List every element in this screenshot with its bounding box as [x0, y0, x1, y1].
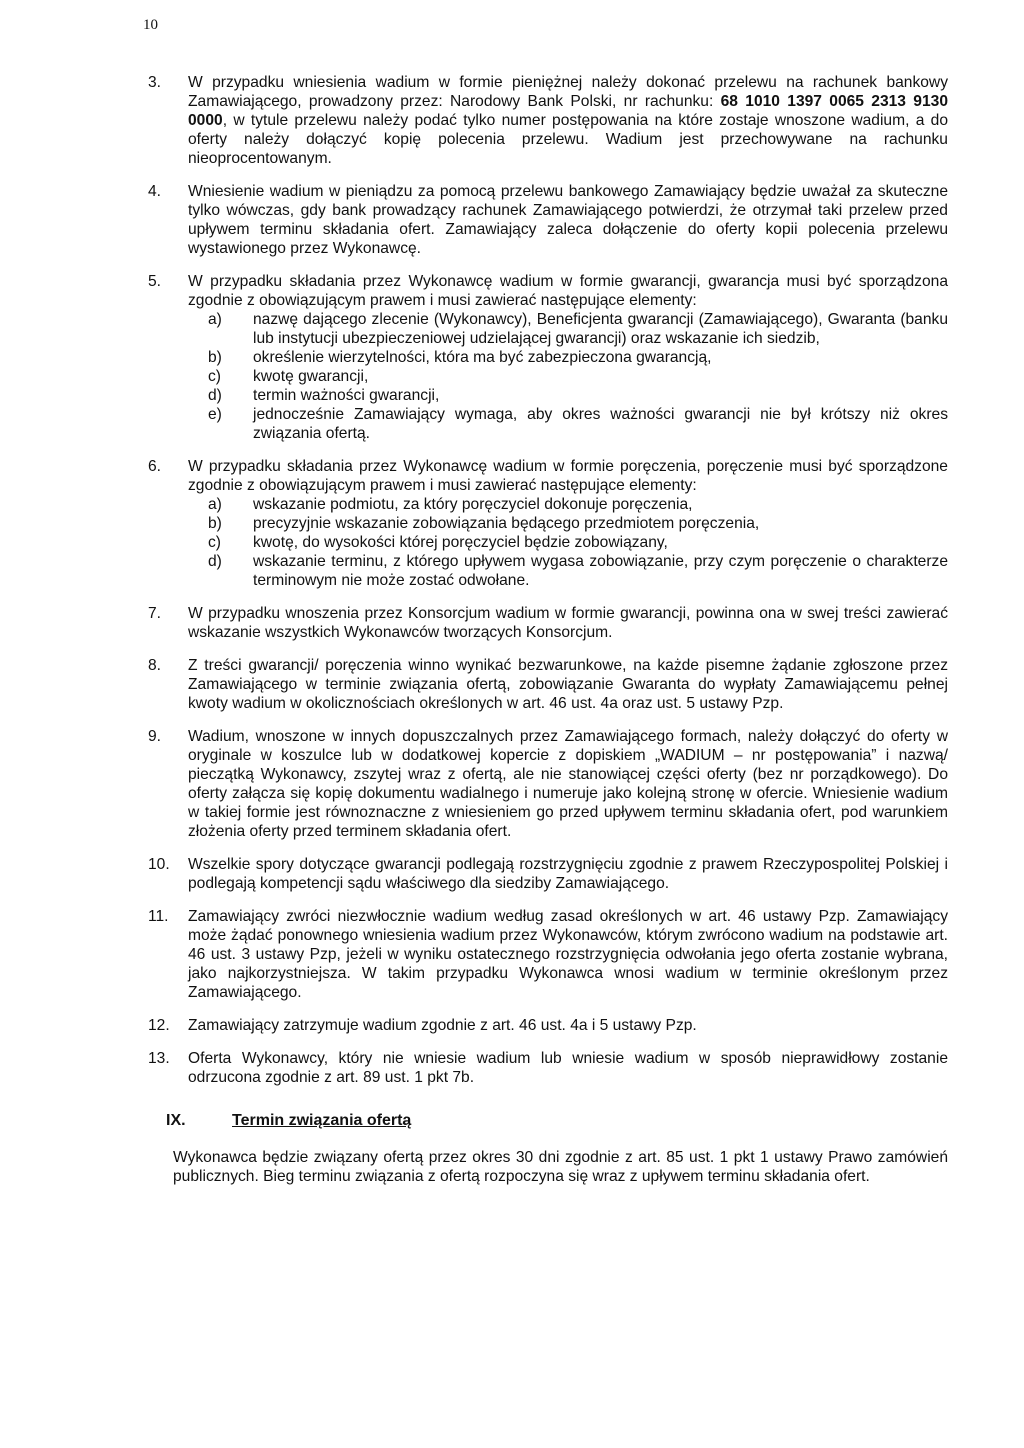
list-item-number: 10.: [148, 856, 170, 873]
list-item-number: 5.: [148, 273, 162, 290]
list-item: [148, 73, 948, 168]
list-item-number: 6.: [148, 458, 162, 475]
text-run: Zamawiający zwróci niezwłocznie wadium według zasad określonych w art. 46 ustawy Pzp. Zamawiający może żądać ponownego wniesienia wadium przez Wykonawców, którym zwrócono wadium na podstawie art. 46 ust. 3 ustawy Pzp, jeżeli w wyniku ostatecznego rozstrzygnięcia odwołania jego oferta zostanie wybrana, jako najkorzystniejsza. W takim przypadku Wykonawca wnosi wadium w terminie określonym przez Zamawiającego.: [188, 908, 948, 1001]
list-item-number: 7.: [148, 605, 162, 622]
list-item-text: [188, 457, 948, 495]
section-heading: [166, 1111, 948, 1130]
sub-list-item: [208, 495, 948, 514]
list-item: [148, 604, 948, 642]
list-item-text: [188, 727, 948, 841]
sub-list-item: [208, 310, 948, 348]
list-item: [148, 272, 948, 443]
sub-list-text: wskazanie terminu, z którego upływem wygasa zobowiązanie, przy czym poręczenie o charakterze terminowym nie może zostać odwołane.: [253, 553, 948, 589]
page-number: 10: [143, 17, 158, 33]
text-run: W przypadku wniesienia wadium w formie pieniężnej należy dokonać przelewu na rachunek bankowy Zamawiającego, prowadzony przez: Narodowy Bank Polski, nr rachunku:: [188, 74, 948, 110]
sub-list-letter: a): [208, 311, 222, 328]
document-content: [148, 73, 948, 1186]
text-run: Wniesienie wadium w pieniądzu za pomocą przelewu bankowego Zamawiający będzie uważał za skuteczne tylko wówczas, gdy bank prowadzący rachunek Zamawiającego potwierdzi, że otrzymał taki przelew przed upływem terminu składania ofert. Zamawiający zaleca dołączenie do oferty kopii polecenia przelewu wystawionego przez Wykonawcę.: [188, 183, 948, 257]
sub-list-item: [208, 367, 948, 386]
list-item-number: 4.: [148, 183, 162, 200]
account-number: 68 1010 1397 0065 2313 9130 0000: [188, 93, 948, 129]
sub-list-text: kwotę, do wysokości której poręczyciel będzie zobowiązany,: [253, 534, 668, 551]
sub-list-text: termin ważności gwarancji,: [253, 387, 440, 404]
text-run: Oferta Wykonawcy, który nie wniesie wadium lub wniesie wadium w sposób nieprawidłowy zostanie odrzucona zgodnie z art. 89 ust. 1 pkt 7b.: [188, 1050, 948, 1086]
list-item-text: [188, 272, 948, 310]
list-item: [148, 855, 948, 893]
list-item-body: [188, 656, 948, 713]
sub-list-letter: b): [208, 349, 222, 366]
sub-list-item: [208, 514, 948, 533]
list-item-text: [188, 907, 948, 1002]
text-run: W przypadku składania przez Wykonawcę wadium w formie gwarancji, gwarancja musi być sporządzona zgodnie z obowiązującym prawem i musi zawierać następujące elementy:: [188, 273, 948, 309]
sub-list-letter: b): [208, 515, 222, 532]
text-run: Zamawiający zatrzymuje wadium zgodnie z art. 46 ust. 4a i 5 ustawy Pzp.: [188, 1017, 697, 1034]
numbered-list: [148, 73, 948, 1087]
list-item-number: 9.: [148, 728, 162, 745]
list-item-body: [188, 907, 948, 1002]
list-item-text: [188, 73, 948, 168]
list-item: [148, 907, 948, 1002]
list-item-body: [188, 73, 948, 168]
section-number: IX.: [166, 1112, 186, 1129]
sub-list-letter: d): [208, 553, 222, 570]
sub-list-text: jednocześnie Zamawiający wymaga, aby okres ważności gwarancji nie był krótszy niż okres związania ofertą.: [253, 406, 948, 442]
list-item-body: [188, 272, 948, 443]
list-item: [148, 1049, 948, 1087]
sub-list-letter: e): [208, 406, 222, 423]
sub-list-item: [208, 348, 948, 367]
list-item-body: [188, 182, 948, 258]
text-run: W przypadku składania przez Wykonawcę wadium w formie poręczenia, poręczenie musi być sporządzone zgodnie z obowiązującym prawem i musi zawierać następujące elementy:: [188, 458, 948, 494]
list-item-number: 11.: [148, 908, 169, 925]
section-title: Termin związania ofertą: [232, 1112, 412, 1129]
sub-list-text: określenie wierzytelności, która ma być zabezpieczona gwarancją,: [253, 349, 712, 366]
list-item: [148, 1016, 948, 1035]
list-item-number: 8.: [148, 657, 162, 674]
list-item-body: [188, 1049, 948, 1087]
text-run: Wszelkie spory dotyczące gwarancji podlegają rozstrzygnięciu zgodnie z prawem Rzeczypospolitej Polskiej i podlegają kompetencji sądu właściwego dla siedziby Zamawiającego.: [188, 856, 948, 892]
list-item-text: [188, 656, 948, 713]
text-run: Wadium, wnoszone w innych dopuszczalnych przez Zamawiającego formach, należy dołączyć do oferty w oryginale w koszulce lub w dodatkowej kopercie z dopiskiem „WADIUM – nr postępowania” i nazwą/ pieczątką Wykonawcy, zszytej wraz z ofertą, ale nie stanowiącej części oferty (bez nr porządkowego). Do oferty załącza się kopię dokumentu wadialnego i numeruje jako kolejną stronę w ofercie. Wniesienie wadium w takiej formie jest równoznaczne z wniesieniem go przed upływem terminu składania ofert, pod warunkiem złożenia oferty przed terminem składania ofert.: [188, 728, 948, 840]
sub-list-item: [208, 552, 948, 590]
list-item-text: [188, 604, 948, 642]
list-item: [148, 457, 948, 590]
list-item: [148, 182, 948, 258]
list-item-body: [188, 855, 948, 893]
list-item-text: [188, 1016, 948, 1035]
list-item-number: 12.: [148, 1017, 170, 1034]
sub-list-text: precyzyjnie wskazanie zobowiązania będącego przedmiotem poręczenia,: [253, 515, 760, 532]
sub-list-letter: d): [208, 387, 222, 404]
sub-list-letter: c): [208, 534, 221, 551]
sub-list-text: kwotę gwarancji,: [253, 368, 369, 385]
list-item-body: [188, 457, 948, 590]
list-item-text: [188, 855, 948, 893]
sub-list-item: [208, 533, 948, 552]
text-run: , w tytule przelewu należy podać tylko numer postępowania na które zostaje wnoszone wadium, a do oferty należy dołączyć kopię polecenia przelewu. Wadium jest przechowywane na rachunku nieoprocentowanym.: [188, 112, 948, 167]
text-run: W przypadku wnoszenia przez Konsorcjum wadium w formie gwarancji, powinna ona w swej treści zawierać wskazanie wszystkich Wykonawców tworzących Konsorcjum.: [188, 605, 948, 641]
list-item: [148, 727, 948, 841]
list-item: [148, 656, 948, 713]
list-item-body: [188, 727, 948, 841]
list-item-number: 13.: [148, 1050, 170, 1067]
sub-list-item: [208, 386, 948, 405]
list-item-body: [188, 1016, 948, 1035]
sub-list-text: wskazanie podmiotu, za który poręczyciel dokonuje poręczenia,: [253, 496, 693, 513]
sub-list-text: nazwę dającego zlecenie (Wykonawcy), Beneficjenta gwarancji (Zamawiającego), Gwaranta (banku lub instytucji ubezpieczeniowej udzielającej gwarancji) oraz wskazanie ich siedzib,: [253, 311, 948, 347]
sub-list-letter: a): [208, 496, 222, 513]
text-run: Z treści gwarancji/ poręczenia winno wynikać bezwarunkowe, na każde pisemne żądanie zgłoszone przez Zamawiającego w terminie związania ofertą, zobowiązanie Gwaranta do wypłaty Zamawiającemu pełnej kwoty wadium w okolicznościach określonych w art. 46 ust. 4a oraz ust. 5 ustawy Pzp.: [188, 657, 948, 712]
list-item-text: [188, 1049, 948, 1087]
list-item-text: [188, 182, 948, 258]
section-paragraph: Wykonawca będzie związany ofertą przez okres 30 dni zgodnie z art. 85 ust. 1 pkt 1 ustawy Prawo zamówień publicznych. Bieg terminu związania z ofertą rozpoczyna się wraz z upływem terminu składania ofert.: [173, 1149, 948, 1185]
list-item-number: 3.: [148, 74, 162, 91]
sub-list-item: [208, 405, 948, 443]
sub-list-letter: c): [208, 368, 221, 385]
list-item-body: [188, 604, 948, 642]
